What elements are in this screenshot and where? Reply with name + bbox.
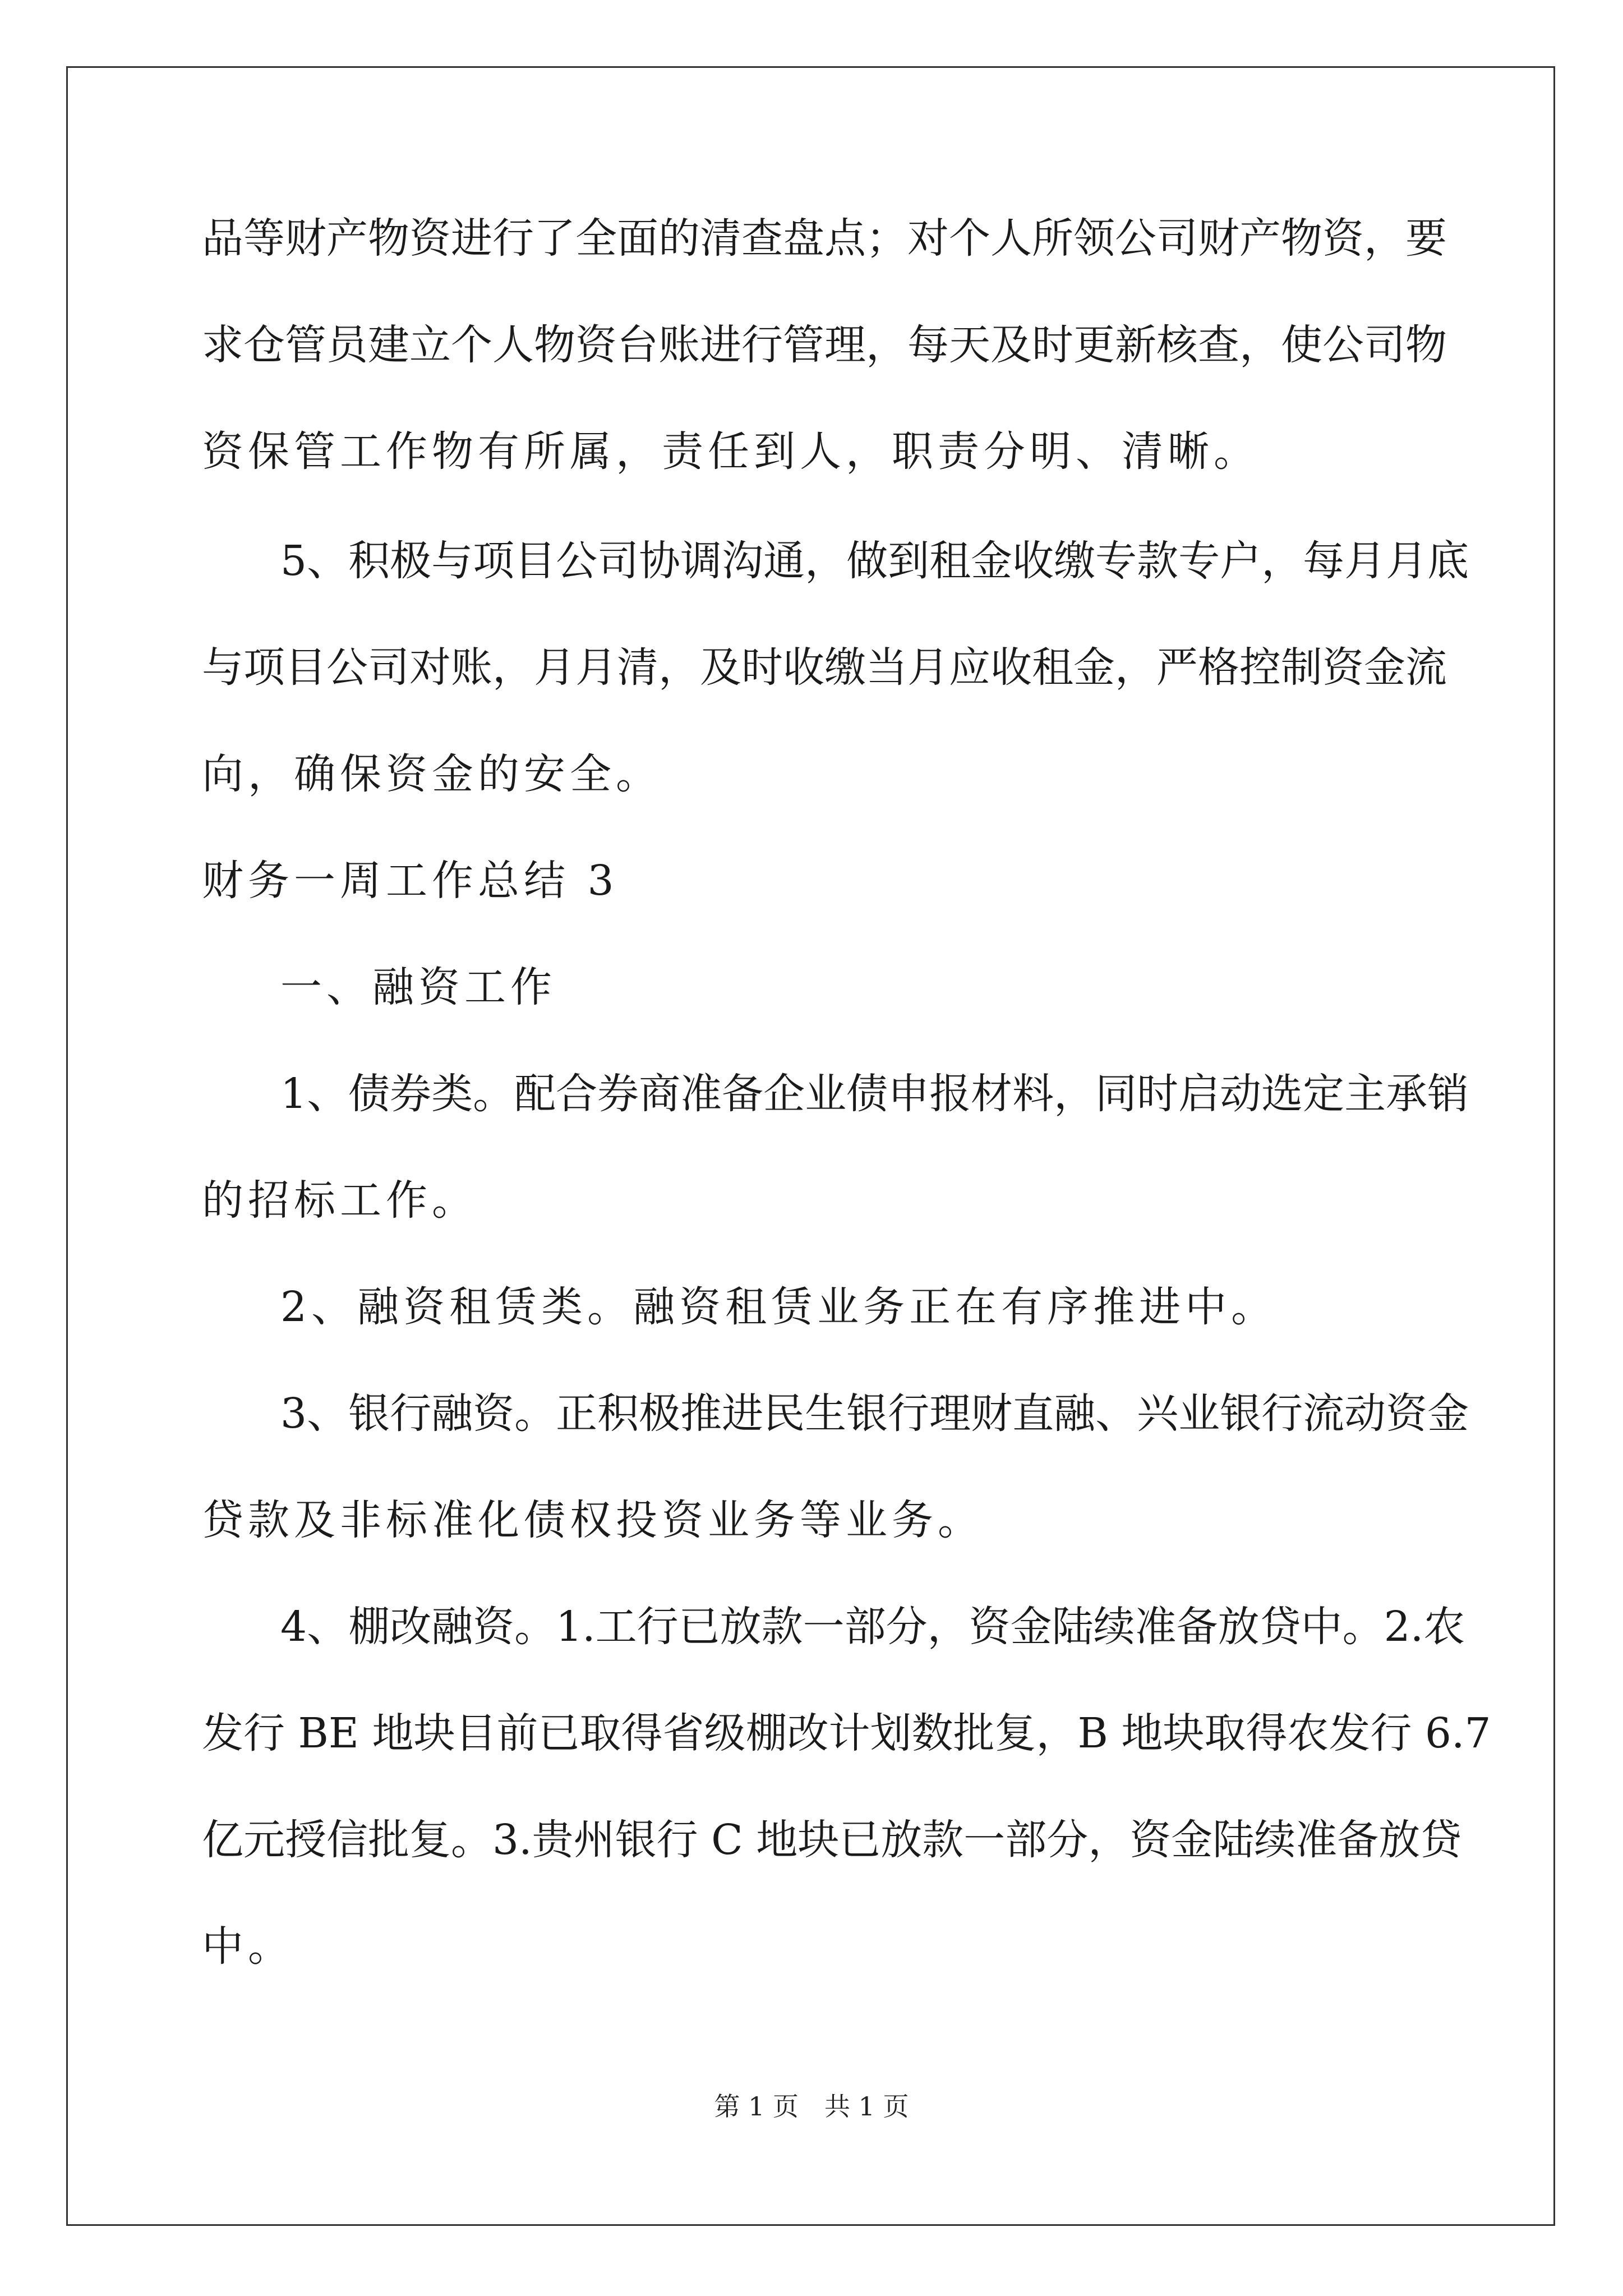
page-number: 第 1 页 共 1 页 [714,2091,909,2122]
page-footer [0,2090,1623,2123]
paragraph-line: 资保管工作物有所属，责任到人，职责分明、清晰。 [202,427,1260,476]
page-border [66,66,1555,2226]
paragraph-line: 发行 BE 地块目前已取得省级棚改计划数批复，B 地块取得农发行 6.7 [202,1709,1491,1757]
paragraph-line: 的招标工作。 [202,1176,478,1225]
paragraph-line: 贷款及非标准化债权投资业务等业务。 [202,1496,984,1544]
paragraph-line: 5、积极与项目公司协调沟通，做到租金收缴专款专户，每月月底 [280,537,1469,585]
section-heading: 财务一周工作总结 3 [202,857,619,905]
paragraph-line: 亿元授信批复。3.贵州银行 C 地块已放款一部分，资金陆续准备放贷 [202,1816,1462,1864]
paragraph-line: 与项目公司对账，月月清，及时收缴当月应收租金，严格控制资金流 [202,643,1447,692]
subsection-title: 一、融资工作 [280,963,556,1011]
paragraph-line: 向，确保资金的安全。 [202,750,662,798]
paragraph-line: 品等财产物资进行了全面的清查盘点；对个人所领公司财产物资，要 [202,214,1447,263]
paragraph-line: 1、债券类。配合券商准备企业债申报材料，同时启动选定主承销 [280,1070,1469,1118]
paragraph-line: 中。 [202,1922,294,1971]
paragraph-line: 3、银行融资。正积极推进民生银行理财直融、兴业银行流动资金 [280,1389,1469,1438]
paragraph-line: 求仓管员建立个人物资台账进行管理，每天及时更新核查，使公司物 [202,321,1447,369]
paragraph-line: 2、融资租赁类。融资租赁业务正在有序推进中。 [280,1283,1278,1331]
paragraph-line: 4、棚改融资。1.工行已放款一部分，资金陆续准备放贷中。2.农 [280,1603,1465,1651]
